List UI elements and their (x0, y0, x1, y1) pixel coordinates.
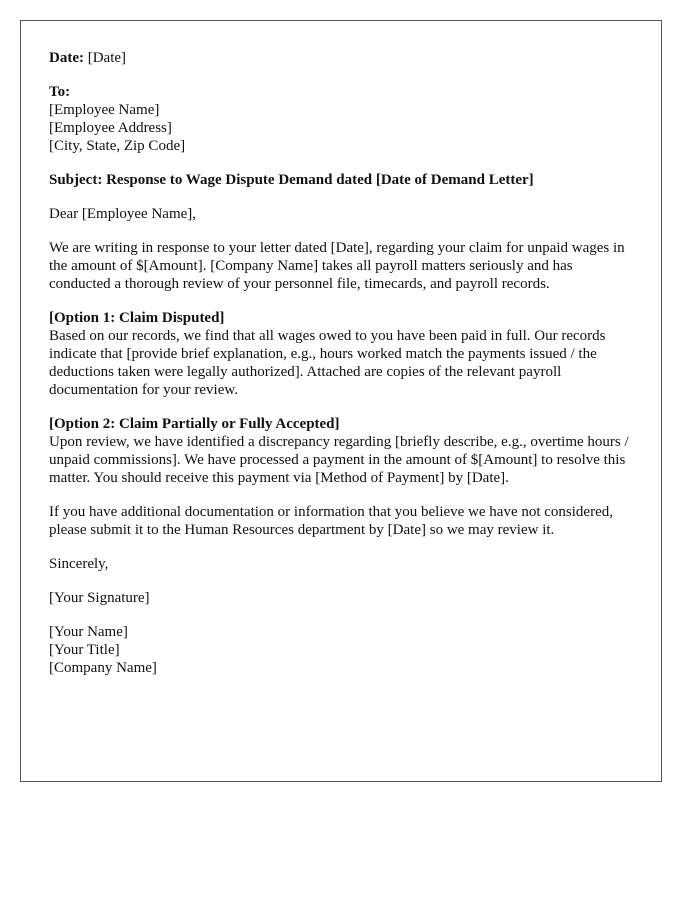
date-line (49, 49, 633, 67)
option2-body: Upon review, we have identified a discrepancy regarding [briefly describe, e.g., overtime hours / unpaid commissions]. We have processed a payment in the amount of $[Amount] to resolve this matter. You should receive this payment via [Method of Payment] by [Date]. (49, 434, 629, 486)
intro-paragraph: We are writing in response to your letter dated [Date], regarding your claim for unpaid wages in the amount of $[Amount]. [Company Name] takes all payroll matters seriously and has conducted a thorough review of your personnel file, timecards, and payroll records. (49, 240, 625, 292)
salutation: Dear [Employee Name], (49, 206, 197, 222)
sender-company: [Company Name] (49, 660, 157, 676)
option1-paragraph (49, 309, 633, 399)
option1-body: Based on our records, we find that all wages owed to you have been paid in full. Our records indicate that [provide brief explanation, e.g., hours worked match the payments issued / the deductions taken were legally authorized]. Attached are copies of the relevant payroll documentation for your review. (49, 328, 606, 398)
sender-title: [Your Title] (49, 642, 120, 658)
date-value: [Date] (87, 50, 127, 66)
recipient-name: [Employee Name] (49, 102, 160, 118)
recipient-address: [Employee Address] (49, 120, 172, 136)
option2-paragraph (49, 415, 633, 487)
sender-name: [Your Name] (49, 624, 128, 640)
option1-heading: [Option 1: Claim Disputed] (49, 310, 225, 326)
subject-line (49, 171, 633, 189)
option2-heading: [Option 2: Claim Partially or Fully Accepted] (49, 416, 340, 432)
subject-text: Subject: Response to Wage Dispute Demand dated [Date of Demand Letter] (49, 172, 534, 188)
recipient-block (49, 83, 633, 155)
recipient-city: [City, State, Zip Code] (49, 138, 186, 154)
letter (20, 20, 662, 782)
signoff: Sincerely, (49, 556, 109, 572)
signature: [Your Signature] (49, 590, 150, 606)
date-label: Date: (49, 50, 84, 66)
sender-block (49, 623, 633, 677)
closing-paragraph: If you have additional documentation or information that you believe we have not considered, please submit it to the Human Resources department by [Date] so we may review it. (49, 504, 613, 538)
to-label: To: (49, 84, 71, 100)
